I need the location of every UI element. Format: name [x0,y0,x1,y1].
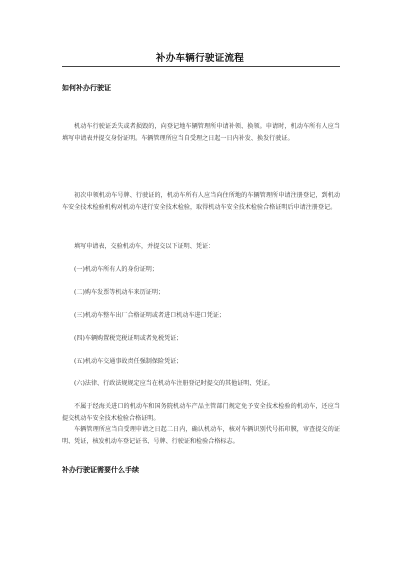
paragraph-safety-inspection: 不属于经海关进口的机动车和国务院机动车产品主管部门规定免予安全技术检验的机动车，还应当提交机动车安全技术检验合格证明。 [62,403,340,422]
title-divider [62,66,340,67]
list-item-insurance: (五)机动车交通事故责任强制保险凭证； [74,358,183,365]
paragraph-lost-license: 机动车行驶证丢失或者损毁的，向登记地车辆管理所申请补领、换领。申请时，机动车所有人应当填写申请表并提交身份证明。车辆管理所应当自受理之日起一日内补发、换发行驶证。 [62,123,340,142]
section-heading-required-procedures: 补办行驶证需要什么手续 [62,465,139,474]
list-item-purchase-invoice: (二)购车发票等机动车来历证明； [74,289,165,296]
paragraph-submit-documents: 填写申请表，交验机动车，并提交以下证明、凭证： [74,243,215,250]
section-heading-how-to-reissue: 如何补办行驶证 [62,83,111,92]
list-item-owner-id: (一)机动车所有人的身份证明； [74,266,158,273]
paragraph-first-registration: 初次申领机动车号牌、行驶证的，机动车所有人应当向住所地的车辆管理所申请注册登记，到机动车安全技术检验机构对机动车进行安全技术检验，取得机动车安全技术检验合格证明后申请注册登记。 [62,192,340,211]
paragraph-processing-time: 车辆管理所应当自受理申请之日起二日内，确认机动车，核对车辆识别代号拓印膜，审查提交的证明、凭证，核发机动车登记证书、号牌、行驶证和检验合格标志。 [62,426,340,445]
document-title: 补办车辆行驶证流程 [155,53,245,64]
list-item-other-documents: (六)法律、行政法规规定应当在机动车注册登记时提交的其他证明、凭证。 [74,380,274,387]
list-item-purchase-tax: (四)车辆购置税完税证明或者免税凭证； [74,335,183,342]
list-item-factory-certificate: (三)机动车整车出厂合格证明或者进口机动车进口凭证； [74,312,226,319]
